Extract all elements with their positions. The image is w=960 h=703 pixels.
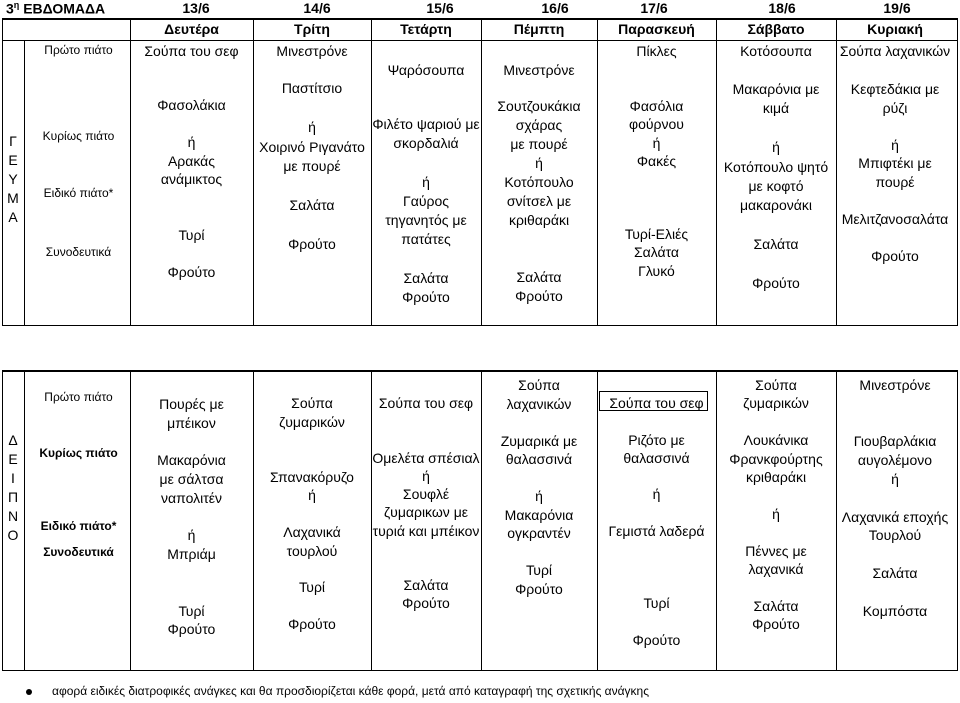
day-thu: Πέμπτη bbox=[513, 21, 565, 37]
grid-line bbox=[24, 370, 25, 671]
grid-line bbox=[597, 18, 598, 326]
lunch-first-sun: Σούπα λαχανικών bbox=[839, 43, 951, 59]
dinner-label-side: Συνοδευτικά bbox=[43, 545, 114, 559]
grid-line bbox=[130, 370, 131, 671]
grid-line bbox=[2, 670, 958, 671]
grid-line bbox=[130, 18, 131, 326]
dinner-body-fri: Σούπα του σεφ Ριζότο με θαλασσινά ή Γεμιστά λαδερά Τυρί Φρούτο bbox=[608, 395, 705, 648]
dinner-title: Δ Ε Ι Π Ν Ο bbox=[7, 432, 19, 543]
date-fri: 17/6 bbox=[640, 0, 668, 16]
dinner-body-mon: Πουρές με μπέικον Μακαρόνια με σάλτσα ναπολιτέν ή Μπριάμ Τυρί Φρούτο bbox=[157, 395, 226, 638]
dinner-body-wed: Σούπα του σεφ Ομελέτα σπέσιαλ ή Σουφλέ ζυμαρικων με τυριά και μπέικον Σαλάτα Φρούτο bbox=[372, 395, 480, 612]
grid-line bbox=[957, 18, 958, 326]
day-tue: Τρίτη bbox=[294, 21, 330, 37]
grid-line bbox=[597, 370, 598, 671]
lunch-body-sat: Μακαρόνια με κιμά ή Κοτόπουλο ψητό με κοφτό μακαρονάκι Σαλάτα Φρούτο bbox=[723, 81, 829, 292]
day-fri: Παρασκευή bbox=[618, 21, 695, 37]
grid-line bbox=[2, 325, 958, 326]
week-ordinal-suffix: η bbox=[13, 0, 20, 10]
footnote-bullet bbox=[26, 689, 32, 695]
date-tue: 14/6 bbox=[303, 0, 331, 16]
grid-line bbox=[2, 18, 958, 20]
lunch-body-mon: Φασολάκια ή Αρακάς ανάμικτος Τυρί Φρούτο bbox=[157, 97, 226, 280]
grid-line bbox=[2, 370, 3, 671]
grid-line bbox=[836, 18, 837, 326]
grid-line bbox=[371, 370, 372, 671]
grid-line bbox=[24, 40, 25, 326]
grid-line bbox=[2, 18, 3, 326]
dinner-body-sun: Μινεστρόνε Γιουβαρλάκια αυγολέμονο ή Λαχανικά εποχής Τουρλού Σαλάτα Κομπόστα bbox=[841, 377, 949, 619]
lunch-first-thu: Μινεστρόνε bbox=[503, 62, 575, 78]
lunch-body-sun: Κεφτεδάκια με ρύζι ή Μπιφτέκι με πουρέ Μελιτζανοσαλάτα Φρούτο bbox=[841, 81, 949, 264]
week-title bbox=[6, 0, 105, 17]
dinner-label-first: Πρώτο πιάτο bbox=[44, 390, 113, 404]
lunch-label-side: Συνοδευτικά bbox=[45, 245, 112, 259]
grid-line bbox=[371, 18, 372, 326]
day-sun: Κυριακή bbox=[867, 21, 923, 37]
lunch-first-tue: Μινεστρόνε bbox=[276, 43, 348, 59]
dinner-body-sat: Σούπα ζυμαρικών Λουκάνικα Φρανκφούρτης κριθαράκι ή Πέννες με λαχανικά Σαλάτα Φρούτο bbox=[729, 377, 823, 633]
lunch-first-fri: Πίκλες bbox=[636, 43, 677, 59]
week-number: 3 bbox=[6, 0, 14, 17]
lunch-label-first: Πρώτο πιάτο bbox=[44, 43, 113, 57]
grid-line bbox=[253, 18, 254, 326]
date-wed: 15/6 bbox=[426, 0, 454, 16]
grid-line bbox=[2, 370, 958, 372]
grid-line bbox=[716, 18, 717, 326]
dinner-label-special: Ειδικό πιάτο* bbox=[40, 519, 117, 533]
day-sat: Σάββατο bbox=[747, 21, 805, 37]
grid-line bbox=[481, 370, 482, 671]
lunch-first-mon: Σούπα του σεφ bbox=[144, 43, 239, 59]
day-wed: Τετάρτη bbox=[400, 21, 452, 37]
footnote: αφορά ειδικές διατροφικές ανάγκες και θα προσδιορίζεται κάθε φορά, μετά από καταγραφή της σχετικής ανάγκης bbox=[52, 684, 650, 698]
lunch-body-fri: Φασόλια φούρνου ή Φακές Τυρί-Ελιές Σαλάτα Γλυκό bbox=[624, 98, 689, 279]
lunch-body-tue: Παστίτσιο ή Χοιρινό Ριγανάτο με πουρέ Σαλάτα Φρούτο bbox=[259, 80, 365, 252]
date-sun: 19/6 bbox=[883, 0, 911, 16]
date-mon: 13/6 bbox=[182, 0, 210, 16]
grid-line bbox=[253, 370, 254, 671]
lunch-title: Γ Ε Υ Μ Α bbox=[7, 133, 19, 225]
lunch-body-thu: Σουτζουκάκια σχάρας με πουρέ ή Κοτόπουλο σνίτσελ με κριθαράκι Σαλάτα Φρούτο bbox=[497, 98, 581, 304]
date-thu: 16/6 bbox=[541, 0, 569, 16]
lunch-label-special: Ειδικό πιάτο* bbox=[43, 186, 114, 200]
dinner-body-tue: Σούπα ζυμαρικών Σπανακόρυζο ή Λαχανικά τουρλού Τυρί Φρούτο bbox=[270, 395, 354, 633]
grid-line bbox=[957, 370, 958, 671]
dinner-label-main: Κυρίως πιάτο bbox=[39, 446, 118, 460]
grid-line bbox=[481, 18, 482, 326]
dinner-fri-first-box bbox=[599, 391, 708, 411]
lunch-first-wed: Ψαρόσουπα bbox=[387, 62, 465, 78]
grid-line bbox=[2, 40, 958, 41]
grid-line bbox=[716, 370, 717, 671]
lunch-label-main: Κυρίως πιάτο bbox=[42, 129, 115, 143]
date-sat: 18/6 bbox=[768, 0, 796, 16]
lunch-body-wed: Φιλέτο ψαριού με σκορδαλιά ή Γαύρος τηγανητός με πατάτες Σαλάτα Φρούτο bbox=[372, 116, 480, 305]
grid-line bbox=[836, 370, 837, 671]
dinner-body-thu: Σούπα λαχανικών Ζυμαρικά με θαλασσινά ή Μακαρόνια ογκραντέν Τυρί Φρούτο bbox=[500, 377, 578, 597]
week-label: ΕΒΔΟΜΑΔΑ bbox=[23, 0, 106, 17]
lunch-first-sat: Κοτόσουπα bbox=[740, 43, 812, 59]
day-mon: Δευτέρα bbox=[164, 21, 219, 37]
